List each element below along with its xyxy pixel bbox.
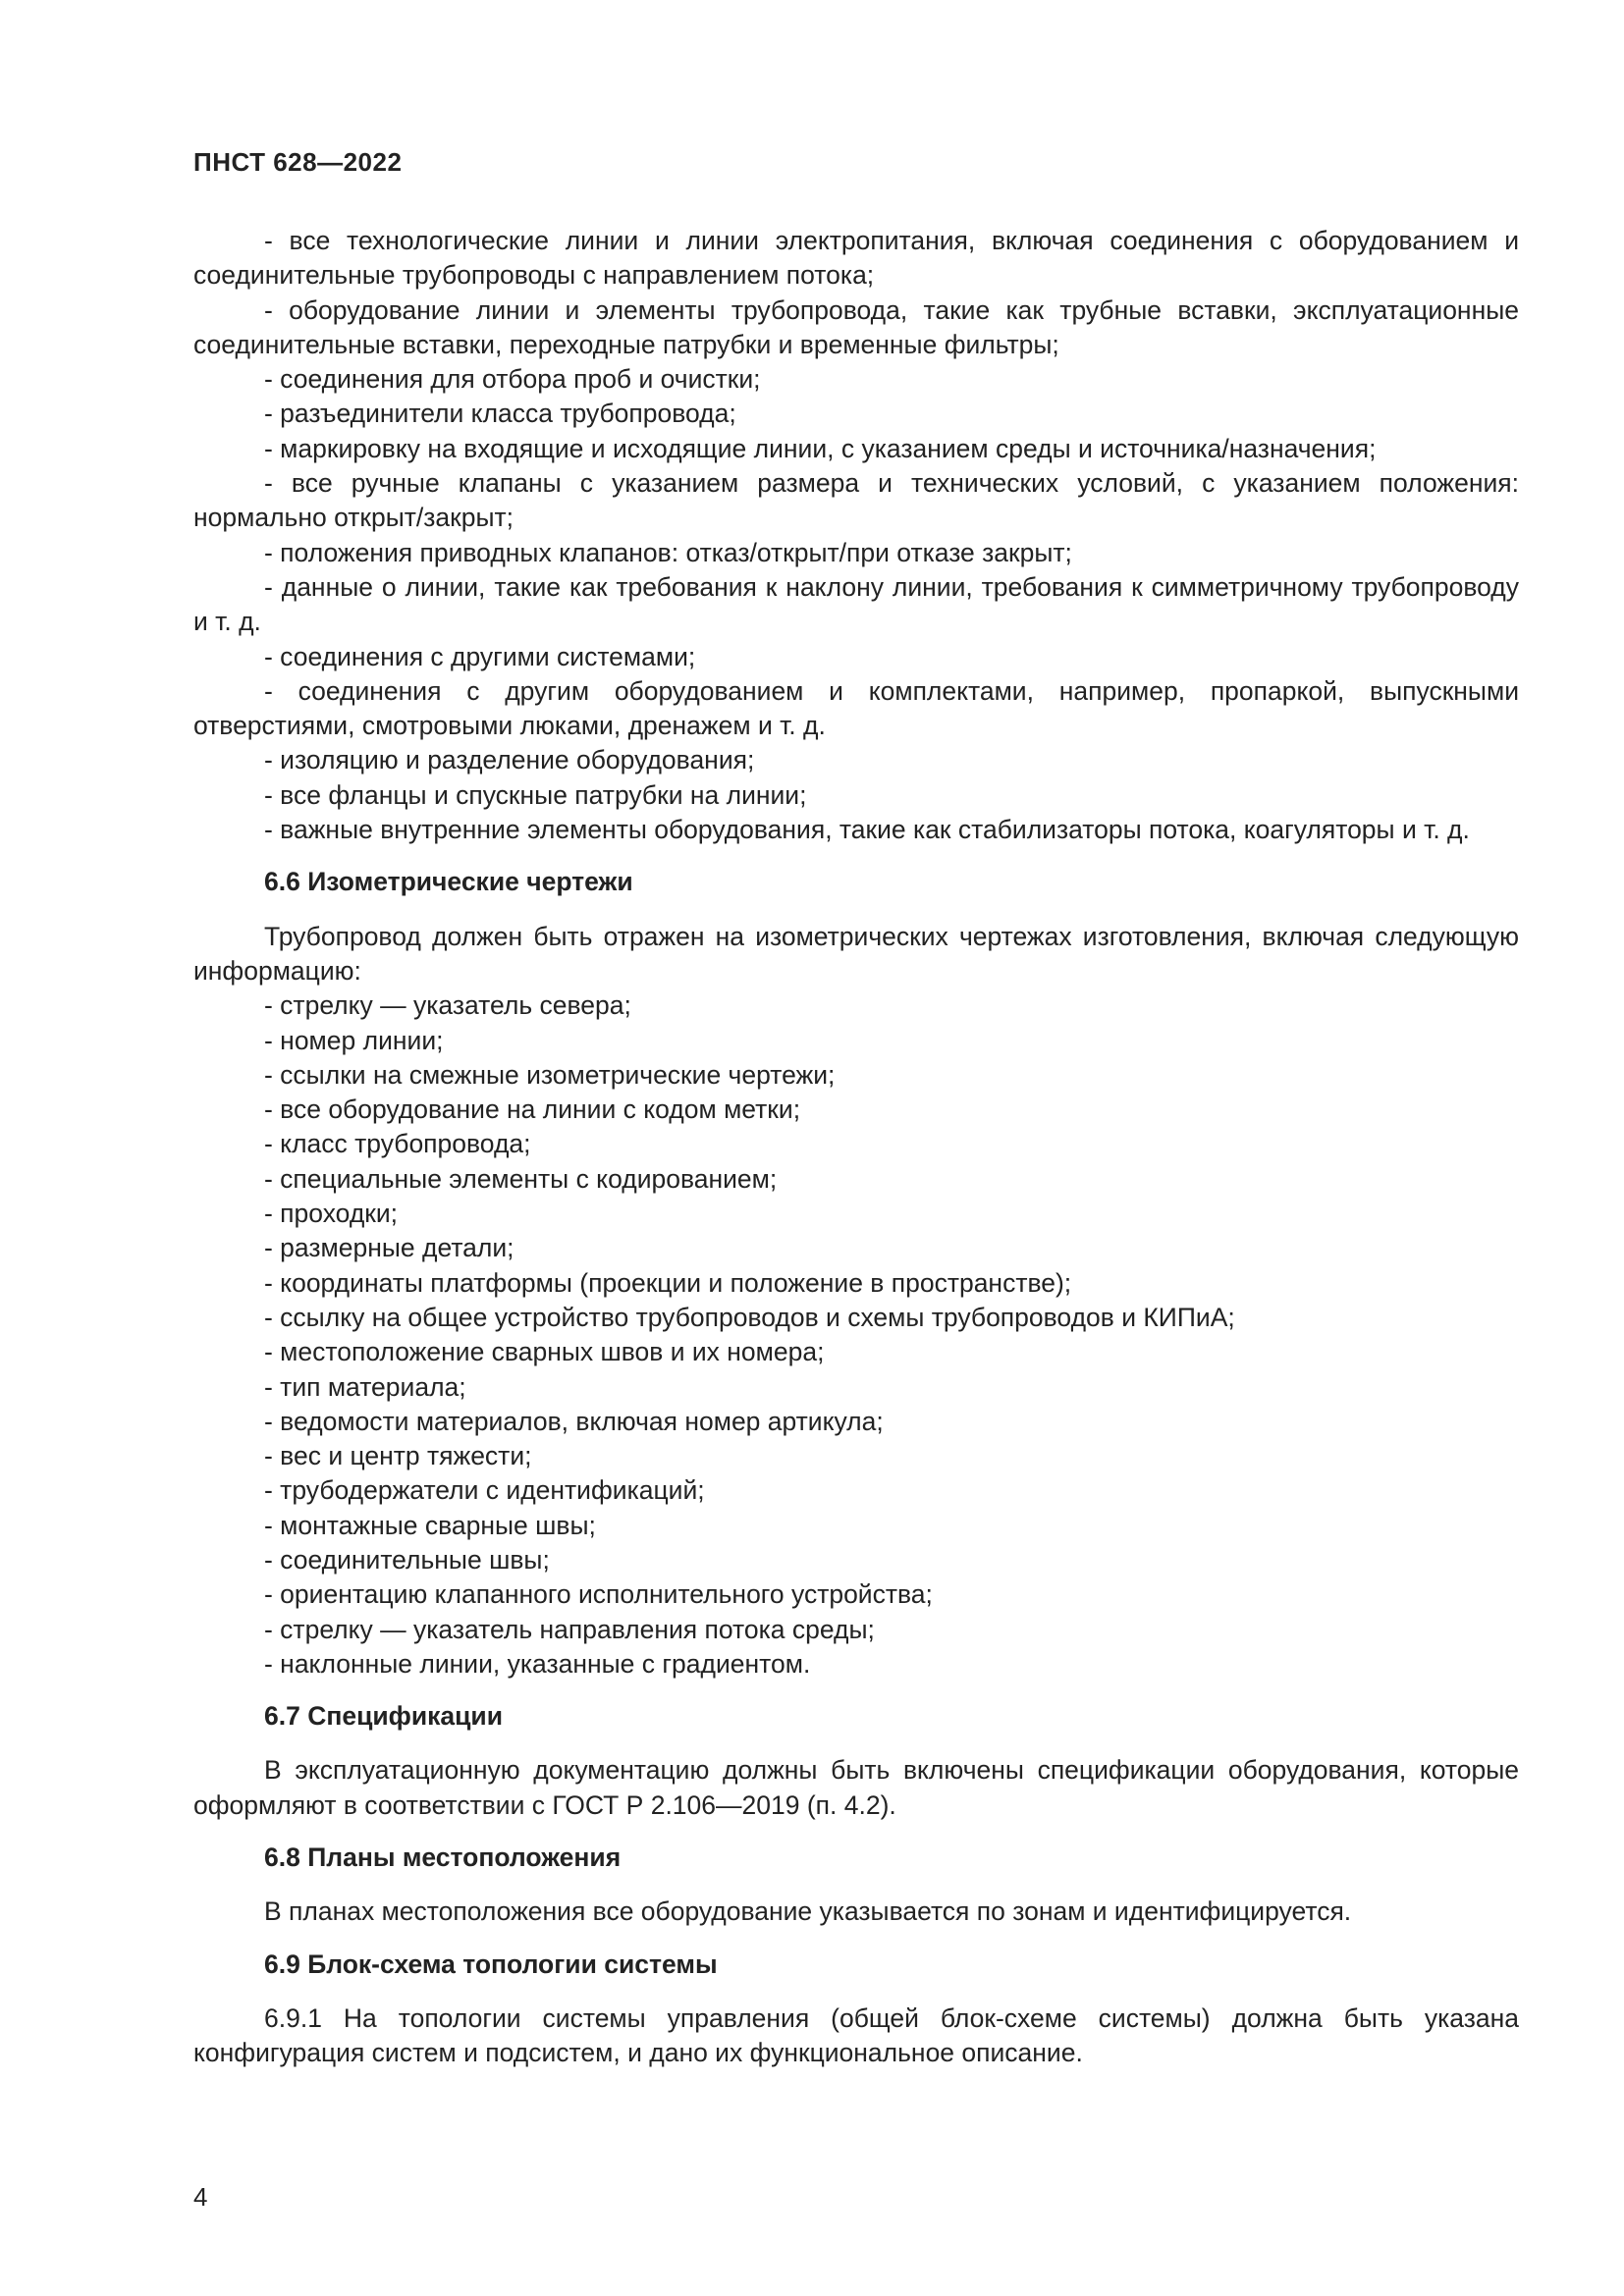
section-6-8-heading: 6.8 Планы местоположения <box>264 1842 622 1873</box>
list-item: - данные о линии, такие как требования к наклону линии, требования к симметричному трубопроводу и т. д. <box>193 571 1519 637</box>
isometric-list <box>193 988 1519 1682</box>
list-item: - важные внутренние элементы оборудования, такие как стабилизаторы потока, коагуляторы и т. д. <box>264 815 1470 845</box>
page-number: 4 <box>193 2182 208 2212</box>
list-item: - все фланцы и спускные патрубки на линии; <box>264 779 807 810</box>
list-item: - тип материала; <box>264 1371 466 1402</box>
list-item: - соединения для отбора проб и очистки; <box>264 364 761 395</box>
list-item: - ссылки на смежные изометрические чертежи; <box>264 1059 836 1090</box>
list-item: - местоположение сварных швов и их номера; <box>264 1337 825 1367</box>
page-content <box>193 224 1519 2071</box>
section-6-8-text: В планах местоположения все оборудование указывается по зонам и идентифицируется. <box>264 1896 1352 1927</box>
list-item: - положения приводных клапанов: отказ/открыт/при отказе закрыт; <box>264 537 1072 567</box>
list-item: - стрелку — указатель севера; <box>264 990 631 1021</box>
list-item: - соединения с другим оборудованием и комплектами, например, пропаркой, выпускными отверстиями, смотровыми люками, дренажем и т. д. <box>193 675 1519 741</box>
list-item: - все технологические линии и линии электропитания, включая соединения с оборудованием и соединительные трубопроводы с направлением потока; <box>193 226 1519 291</box>
section-6-6-heading: 6.6 Изометрические чертежи <box>264 867 633 897</box>
list-item: - изоляцию и разделение оборудования; <box>264 745 755 775</box>
document-code: ПНСТ 628—2022 <box>193 147 403 177</box>
list-item: - маркировку на входящие и исходящие линии, с указанием среды и источника/назначения; <box>264 433 1377 463</box>
list-item: - соединительные швы; <box>264 1544 550 1575</box>
list-item: - трубодержатели с идентификаций; <box>264 1475 705 1506</box>
list-item: - разъединители класса трубопровода; <box>264 399 736 429</box>
section-6-7-text: В эксплуатационную документацию должны быть включены спецификации оборудования, которые оформляют в соответствии с ГОСТ Р 2.106—2019 (п. 4.2). <box>193 1755 1519 1820</box>
list-item: - все оборудование на линии с кодом метки; <box>264 1095 801 1125</box>
list-item: - все ручные клапаны с указанием размера и технических условий, с указанием положения: нормально открыт/закрыт; <box>193 468 1519 533</box>
section-6-7-heading: 6.7 Спецификации <box>264 1701 504 1732</box>
list-item: - проходки; <box>264 1199 399 1229</box>
list-item: - координаты платформы (проекции и положение в пространстве); <box>264 1267 1072 1298</box>
list-item: - ориентацию клапанного исполнительного устройства; <box>264 1579 933 1610</box>
list-item: - оборудование линии и элементы трубопровода, такие как трубные вставки, эксплуатационные соединительные вставки, переходные патрубки и временные фильтры; <box>193 294 1519 359</box>
list-item: - ведомости материалов, включая номер артикула; <box>264 1406 884 1436</box>
list-item: - ссылку на общее устройство трубопроводов и схемы трубопроводов и КИПиА; <box>264 1302 1235 1332</box>
intro-list <box>193 224 1519 847</box>
section-6-9-text: 6.9.1 На топологии системы управления (общей блок-схеме системы) должна быть указана конфигурация систем и подсистем, и дано их функциональное описание. <box>193 2002 1519 2068</box>
section-6-6-intro: Трубопровод должен быть отражен на изометрических чертежах изготовления, включая следующую информацию: <box>193 921 1519 986</box>
list-item: - номер линии; <box>264 1025 444 1055</box>
list-item: - стрелку — указатель направления потока среды; <box>264 1614 875 1644</box>
list-item: - размерные детали; <box>264 1233 514 1263</box>
list-item: - наклонные линии, указанные с градиентом. <box>264 1648 811 1679</box>
list-item: - вес и центр тяжести; <box>264 1441 532 1471</box>
list-item: - специальные элементы с кодированием; <box>264 1163 778 1194</box>
list-item: - класс трубопровода; <box>264 1129 531 1159</box>
list-item: - соединения с другими системами; <box>264 641 696 671</box>
list-item: - монтажные сварные швы; <box>264 1510 596 1540</box>
section-6-9-heading: 6.9 Блок-схема топологии системы <box>264 1949 718 1979</box>
